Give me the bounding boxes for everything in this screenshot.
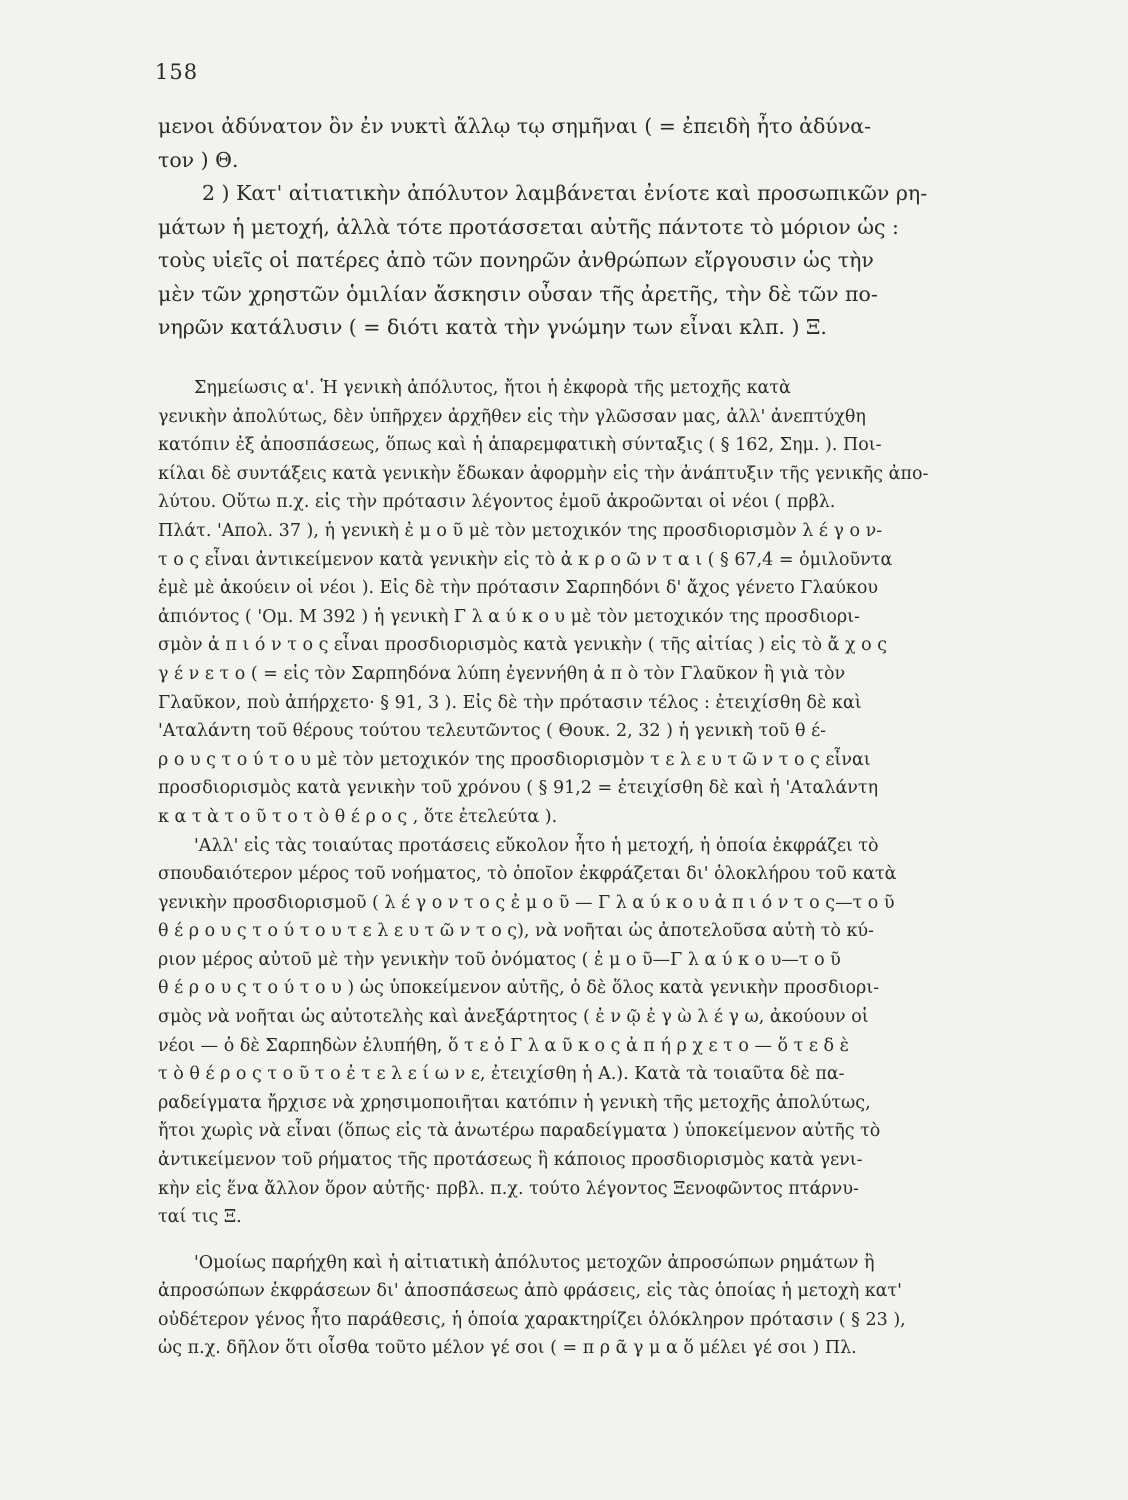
main-text-block — [158, 110, 1008, 345]
note-line: 'Αταλάντη τοῦ θέρους τούτου τελευτῶντος ( Θουκ. 2, 32 ) ἡ γενικὴ τοῦ θ έ- — [158, 721, 827, 742]
note-line: ταί τις Ξ. — [158, 1207, 242, 1228]
note-line: λύτου. Οὕτω π.χ. εἰς τὴν πρότασιν λέγοντος ἐμοῦ ἀκροῶνται οἱ νέοι ( πρβλ. — [158, 492, 836, 513]
note-line: θ έ ρ ο υ ς τ ο ύ τ ο υ τ ε λ ε υ τ ῶ ν τ ο ς), νὰ νοῆται ὡς ἀποτελοῦσα αὐτὴ τὸ κύ- — [158, 921, 874, 942]
note-line: κίλαι δὲ συντάξεις κατὰ γενικὴν ἔδωκαν ἀφορμὴν εἰς τὴν ἀνάπτυξιν τῆς γενικῆς ἀπο- — [158, 463, 929, 484]
note-block — [158, 374, 1008, 1232]
page-number: 158 — [155, 60, 199, 84]
tail-line: ἀπροσώπων ἐκφράσεων δι' ἀποσπάσεως ἀπὸ φράσεις, εἰς τὰς ὁποίας ἡ μετοχὴ κατ' — [158, 1281, 902, 1302]
note-line: γενικὴν προσδιορισμοῦ ( λ έ γ ο ν τ ο ς ἐ μ ο ῦ — Γ λ α ύ κ ο υ ἀ π ι ό ν τ ο ς—τ ο ῦ — [158, 892, 895, 913]
note-line: ρ ο υ ς τ ο ύ τ ο υ μὲ τὸν μετοχικόν της προσδιορισμὸν τ ε λ ε υ τ ῶ ν τ ο ς εἶναι — [158, 749, 871, 770]
note-line: ἀπιόντος ( 'Ομ. Μ 392 ) ἡ γενικὴ Γ λ α ύ κ ο υ μὲ τὸν μετοχικόν της προσδιορι- — [158, 606, 860, 627]
tail-text-block — [158, 1249, 1008, 1363]
note-line: σπουδαιότερον μέρος τοῦ νοήματος, τὸ ὁποῖον ἐκφράζεται δι' ὁλοκλήρου τοῦ κατὰ — [158, 864, 897, 885]
note-line: κατόπιν ἐξ ἀποσπάσεως, ὅπως καὶ ἡ ἀπαρεμφατικὴ σύνταξις ( § 162, Σημ. ). Ποι- — [158, 435, 882, 456]
note-line: κ α τ ὰ τ ο ῦ τ ο τ ὸ θ έ ρ ο ς , ὅτε ἐτελεύτα ). — [158, 806, 558, 827]
note-line: θ έ ρ ο υ ς τ ο ύ τ ο υ ) ὡς ὑποκείμενον αὐτῆς, ὁ δὲ ὅλος κατὰ γενικὴν προσδιορι- — [158, 978, 880, 999]
tail-line: οὐδέτερον γένος ἦτο παράθεσις, ἡ ὁποία χαρακτηρίζει ὁλόκληρον πρότασιν ( § 23 ), — [158, 1309, 906, 1330]
note-line: ἀντικείμενον τοῦ ρήματος τῆς προτάσεως ἢ κάποιος προσδιορισμὸς κατὰ γενι- — [158, 1150, 863, 1171]
note-line: Γλαῦκον, ποὺ ἀπήρχετο· § 91, 3 ). Εἰς δὲ τὴν πρότασιν τέλος : ἐτειχίσθη δὲ καὶ — [158, 692, 862, 713]
note-line: γενικὴν ἀπολύτως, δὲν ὑπῆρχεν ἀρχῆθεν εἰς τὴν γλῶσσαν μας, ἀλλ' ἀνεπτύχθη — [158, 406, 866, 427]
note-line: σμὸς νὰ νοῆται ὡς αὐτοτελὴς καὶ ἀνεξάρτητος ( ἐ ν ῷ ἐ γ ὼ λ έ γ ω, ἀκούουν οἱ — [158, 1007, 869, 1028]
note-line: Σημείωσις α'. Ἡ γενικὴ ἀπόλυτος, ἤτοι ἡ ἐκφορὰ τῆς μετοχῆς κατὰ — [194, 378, 791, 398]
text-line: νηρῶν κατάλυσιν ( = διότι κατὰ τὴν γνώμην των εἶναι κλπ. ) Ξ. — [158, 315, 827, 339]
note-line: τ ὸ θ έ ρ ο ς τ ο ῦ τ ο ἐ τ ε λ ε ί ω ν ε, ἐτειχίσθη ἡ Α.). Κατὰ τὰ τοιαῦτα δὲ πα- — [158, 1064, 845, 1085]
note-line: προσδιορισμὸς κατὰ γενικὴν τοῦ χρόνου ( § 91,2 = ἐτειχίσθη δὲ καὶ ἡ 'Αταλάντη — [158, 778, 879, 799]
note-line: κὴν εἰς ἕνα ἄλλον ὅρον αὐτῆς· πρβλ. π.χ. τούτο λέγοντος Ξενοφῶντος πτάρνυ- — [158, 1178, 859, 1199]
note-line: γ έ ν ε τ ο ( = εἰς τὸν Σαρπηδόνα λύπη ἐγεννήθη ἀ π ὸ τὸν Γλαῦκον ἢ γιὰ τὸν — [158, 663, 846, 684]
text-line: μὲν τῶν χρηστῶν ὁμιλίαν ἄσκησιν οὖσαν τῆς ἀρετῆς, τὴν δὲ τῶν πο- — [158, 281, 878, 306]
note-line: 'Αλλ' εἰς τὰς τοιαύτας προτάσεις εὔκολον ἦτο ἡ μετοχή, ἡ ὁποία ἐκφράζει τὸ — [194, 835, 879, 856]
tail-line: ὡς π.χ. δῆλον ὅτι οἶσθα τοῦτο μέλον γέ σοι ( = π ρ ᾶ γ μ α ὅ μέλει γέ σοι ) Πλ. — [158, 1338, 857, 1359]
note-line: σμὸν ἀ π ι ό ν τ ο ς εἶναι προσδιορισμὸς κατὰ γενικὴν ( τῆς αἰτίας ) εἰς τὸ ἄ χ ο ς — [158, 635, 888, 656]
text-line: 2 ) Κατ' αἰτιατικὴν ἀπόλυτον λαμβάνεται ἐνίοτε καὶ προσωπικῶν ρη- — [202, 181, 928, 205]
note-line: Πλάτ. 'Απολ. 37 ), ἡ γενικὴ ἐ μ ο ῦ μὲ τὸν μετοχικόν της προσδιορισμὸν λ έ γ ο ν- — [158, 520, 883, 541]
text-line: τοὺς υἱεῖς οἱ πατέρες ἀπὸ τῶν πονηρῶν ἀνθρώπων εἴργουσιν ὡς τὴν — [158, 248, 874, 272]
note-line: τ ο ς εἶναι ἀντικείμενον κατὰ γενικὴν εἰς τὸ ἀ κ ρ ο ῶ ν τ α ι ( § 67,4 = ὁμιλοῦντα — [158, 549, 893, 570]
note-line: ριον μέρος αὐτοῦ μὲ τὴν γενικὴν τοῦ ὀνόματος ( ἐ μ ο ῦ—Γ λ α ύ κ ο υ—τ ο ῦ — [158, 949, 841, 970]
note-line: ἐμὲ μὲ ἀκούειν οἱ νέοι ). Εἰς δὲ τὴν πρότασιν Σαρπηδόνι δ' ἄχος γένετο Γλαύκου — [158, 578, 879, 599]
text-line: μενοι ἀδύνατον ὂν ἐν νυκτὶ ἄλλῳ τῳ σημῆναι ( = ἐπειδὴ ἦτο ἀδύνα- — [158, 114, 872, 138]
text-line: μάτων ἡ μετοχή, ἀλλὰ τότε προτάσσεται αὐτῆς πάντοτε τὸ μόριον ὡς : — [158, 214, 899, 239]
tail-line: 'Ομοίως παρήχθη καὶ ἡ αἰτιατικὴ ἀπόλυτος μετοχῶν ἀπροσώπων ρημάτων ἢ — [194, 1253, 875, 1273]
note-line: νέοι — ὁ δὲ Σαρπηδὼν ἐλυπήθη, ὅ τ ε ὁ Γ λ α ῦ κ ο ς ἀ π ή ρ χ ε τ ο — ὅ τ ε δ ὲ — [158, 1035, 850, 1056]
note-line: ἤτοι χωρὶς νὰ εἶναι (ὅπως εἰς τὰ ἀνωτέρω παραδείγματα ) ὑποκείμενον αὐτῆς τὸ — [158, 1121, 881, 1142]
note-line: ραδείγματα ἤρχισε νὰ χρησιμοποιῆται κατόπιν ἡ γενικὴ τῆς μετοχῆς ἀπολύτως, — [158, 1092, 871, 1113]
text-line: τον ) Θ. — [158, 147, 239, 172]
